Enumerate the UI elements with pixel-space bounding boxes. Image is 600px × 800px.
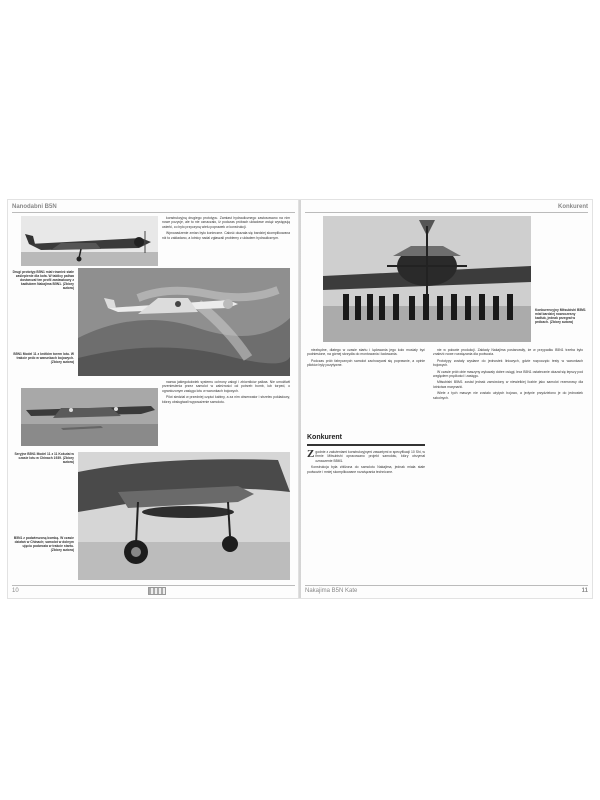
publisher-logo-icon [148, 587, 166, 595]
section-heading-rule [307, 444, 425, 446]
footer-rule [305, 585, 588, 586]
caption-4: B5N1 z podwieszoną bombą. W czasie działań w Chinach; samolot w dolnym ujęciu podwozia w trakcie startu. (Zbiory autora) [13, 536, 74, 553]
right-photo-caption: Konkurencyjny Mitsubishi B5M1 miał bardziej nowoczesny kadłub, jednak przegrał w próbach. (Zbiory autora) [535, 308, 586, 325]
paragraph: Wprowadzenie zmian było konieczne. Całość okazała się bardziej skomplikowana niż to zakładano, a lotnicy nadal zgłaszali problemy z układem hydraulicznym. [162, 231, 290, 240]
footer-rule [12, 585, 295, 586]
right-body-column-2 [433, 348, 583, 580]
paragraph: nazwa jakiegokolwiek systemu ochrony załogi i zbiorników paliwa. Nie umożliwił przeniesienia przez samolot w zależności od potrzeb bomb, lub torped, o ograniczonym zasięgu lotu w warunkach bojowych. [162, 380, 290, 393]
right-page-number: 11 [581, 588, 588, 594]
photo-prototype-on-ground [21, 216, 158, 266]
photo-formation-flight [21, 388, 158, 446]
right-footer-label: Nakajima B5N Kate [305, 588, 358, 594]
right-page [301, 200, 592, 598]
magazine-spread [8, 200, 592, 598]
paragraph: niezbędne, dlatego w czasie startu i lądowania jego koło musiały być podniesione, na górnej skrzydła do montowania i ładowania. [307, 348, 425, 357]
paragraph: Mitsubishi B5M1 został jednak zamówiony w niewielkiej liczbie jako samolot rezerwowy dla lotnictwa marynarki. [433, 380, 583, 389]
left-page [8, 200, 299, 598]
paragraph: konstrukcyjną drugiego prototypu. Zamiast hydraulicznego zastosowano na nim nowe pozycje, ale to nie oznaczało, iż podczas próbach układowe wciąż występują usterki, co było przyczyną wielu poprawek w konstrukcji. [162, 216, 290, 229]
left-body-column [162, 216, 290, 266]
paragraph: Podczas prób fabrycznych samolot zachowywał się poprawnie, a opinie pilotów były pozytywne. [307, 358, 425, 368]
paragraph: nie w połowie produkcji. Zakłady Nakajima postanowiły, że w przypadku B5N1 trzeba było znaleźć nowe rozwiązania dla podwozia. [433, 348, 583, 357]
caption-3: Seryjne B5N1 Model 11 z 11 Kokutai w czasie lotu w Chinach 1939. (Zbiory autora) [14, 452, 74, 465]
paragraph: Prototypy zostały wysłane do jednostek liniowych, gdzie rozpoczęto testy w warunkach bojowych. [433, 358, 583, 368]
header-rule [305, 212, 588, 213]
left-body-column-lower [162, 380, 290, 450]
drop-cap: Z [307, 450, 315, 460]
header-rule [12, 212, 295, 213]
caption-1: Drugi prototyp B5N1 miał również stałe zaślepienie dla koła. W tablicy paliwa dostarczał ten profil zastawkowy z kadłubem Nakajima B5N1. (Zbiory autora) [12, 270, 74, 291]
right-body-column-1-bottom [307, 450, 425, 580]
section-heading: Konkurent [307, 434, 342, 441]
paragraph: Wiele z tych maszyn nie zostało użytych bojowo, a jedynie przydzielono je do jednostek szkolnych. [433, 391, 583, 400]
left-page-header: Nanodabni B5N [12, 204, 57, 210]
paragraph: Konstrukcja była zbliżona do samolotu Nakajima, jednak miała stałe podwozie i mniej skomplikowane rozwiązania techniczne. [307, 465, 425, 474]
photo-plane-with-bomb [78, 452, 290, 580]
photo-flying-over-terrain [78, 268, 290, 376]
paragraph-dropcap [307, 450, 425, 463]
paragraph: W czasie prób obie maszyny wykazały dobre osiągi, lecz B5N1 ostatecznie okazał się lepszy pod względem prędkości i zasięgu. [433, 369, 583, 379]
right-body-column-1-top [307, 348, 425, 428]
paragraph-text: godnie z założeniami konstrukcyjnymi zawartymi w specyfikacji 10 Shi, w firmie Mitsubishi opracowano projekt samolotu, który otrzymał oznaczenie B5M1. [315, 450, 425, 463]
right-page-header: Konkurent [558, 204, 588, 210]
paragraph: Pilot siedział w przedniej części kabiny, a za nim obserwator i strzelec pokładowy, którzy obsługiwali wyposażenie samolotu. [162, 395, 290, 404]
left-page-number: 10 [12, 588, 19, 594]
caption-2: B5N1 Model 11 z krótkim torem lotu. W trakcie prób w warunkach bojowych. (Zbiory autora) [13, 352, 74, 365]
photo-mitsubishi-b5m1-crew [323, 216, 531, 342]
